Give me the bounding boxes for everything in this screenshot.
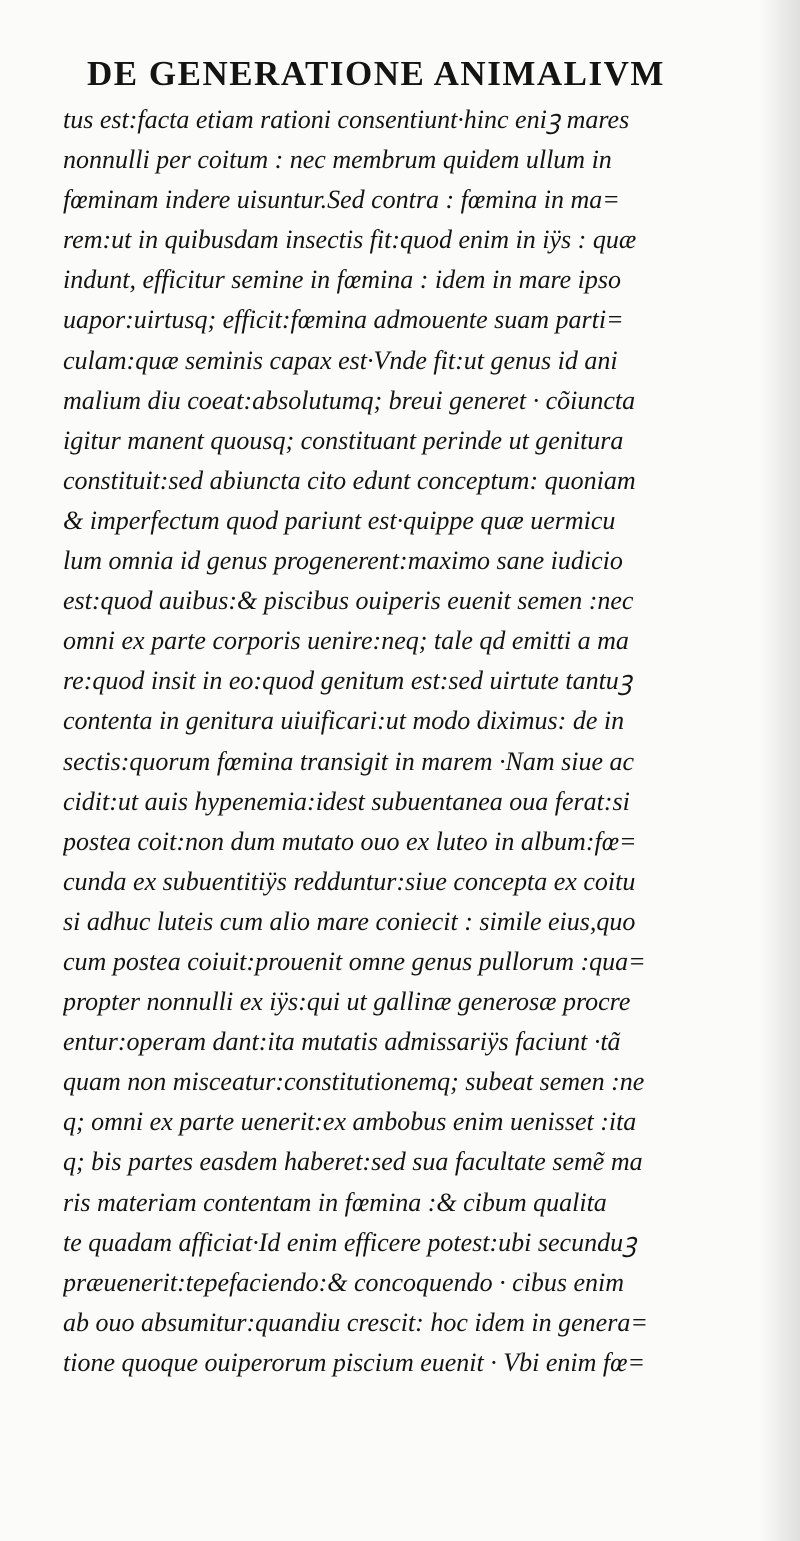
text-line: tus est:facta etiam rationi consentiunt·hinc eniꝫ mares <box>63 105 630 134</box>
text-line: malium diu coeat:absolutumq; breui generet · cõiuncta <box>63 385 636 415</box>
text-line: constituit:sed abiuncta cito edunt conceptum: quoniam <box>63 465 636 495</box>
text-line: si adhuc luteis cum alio mare coniecit : simile eius,quo <box>63 906 636 936</box>
text-line: postea coit:non dum mutato ouo ex luteo in album:fœ= <box>63 826 637 856</box>
text-line: q; bis partes easdem haberet:sed sua facultate semẽ ma <box>63 1147 643 1177</box>
text-block <box>63 48 743 1383</box>
text-line: q; omni ex parte uenerit:ex ambobus enim uenisset :ita <box>63 1107 637 1137</box>
text-line: cunda ex subuentitiÿs redduntur:siue concepta ex coitu <box>63 866 636 896</box>
text-line: tione quoque ouiperorum piscium euenit · Vbi enim fœ= <box>63 1347 646 1377</box>
text-line: propter nonnulli ex iÿs:qui ut gallinæ generosæ procre <box>63 987 631 1017</box>
text-line: entur:operam dant:ita mutatis admissariÿs faciunt ·tã <box>63 1027 621 1057</box>
text-line: culam:quæ seminis capax est·Vnde fit:ut genus id ani <box>63 345 618 375</box>
text-line: cum postea coiuit:prouenit omne genus pullorum :qua= <box>63 946 646 976</box>
text-line: cidit:ut auis hypenemia:idest subuentanea oua ferat:si <box>63 786 630 816</box>
text-line: est:quod auibus:& piscibus ouiperis euenit semen :nec <box>63 586 634 616</box>
text-line: fœminam indere uisuntur.Sed contra : fœmina in ma= <box>63 185 620 215</box>
text-line: indunt, efficitur semine in fœmina : idem in mare ipso <box>63 265 621 295</box>
text-line: quam non misceatur:constitutionemq; subeat semen :ne <box>63 1067 645 1097</box>
running-head: DE GENERATIONE ANIMALIVM <box>87 54 665 93</box>
text-line: nonnulli per coitum : nec membrum quidem ullum in <box>63 145 612 175</box>
text-line: ab ouo absumitur:quandiu crescit: hoc idem in genera= <box>63 1307 648 1337</box>
text-line: rem:ut in quibusdam insectis fit:quod enim in iÿs : quæ <box>63 225 637 255</box>
text-line: sectis:quorum fœmina transigit in marem ·Nam siue ac <box>63 746 635 776</box>
text-lines <box>63 100 743 1383</box>
text-line: re:quod insit in eo:quod genitum est:sed uirtute tantuꝫ <box>63 666 633 696</box>
text-line: uapor:uirtusq; efficit:fœmina admouente suam parti= <box>63 305 624 335</box>
text-line: lum omnia id genus progenerent:maximo sane iudicio <box>63 546 623 576</box>
text-line: & imperfectum quod pariunt est·quippe quæ uermicu <box>63 505 616 535</box>
text-line: te quadam afficiat·Id enim efficere potest:ubi secunduꝫ <box>63 1227 637 1257</box>
text-line: omni ex parte corporis uenire:neq; tale qd emitti a ma <box>63 626 629 656</box>
text-line: igitur manent quousq; constituant perinde ut genitura <box>63 425 624 455</box>
text-line: contenta in genitura uiuificari:ut modo diximus: de in <box>63 706 625 736</box>
page-gutter-shadow <box>760 0 800 1541</box>
text-line: ris materiam contentam in fœmina :& cibum qualita <box>63 1187 607 1217</box>
text-line: præuenerit:tepefaciendo:& concoquendo · cibus enim <box>63 1267 625 1297</box>
